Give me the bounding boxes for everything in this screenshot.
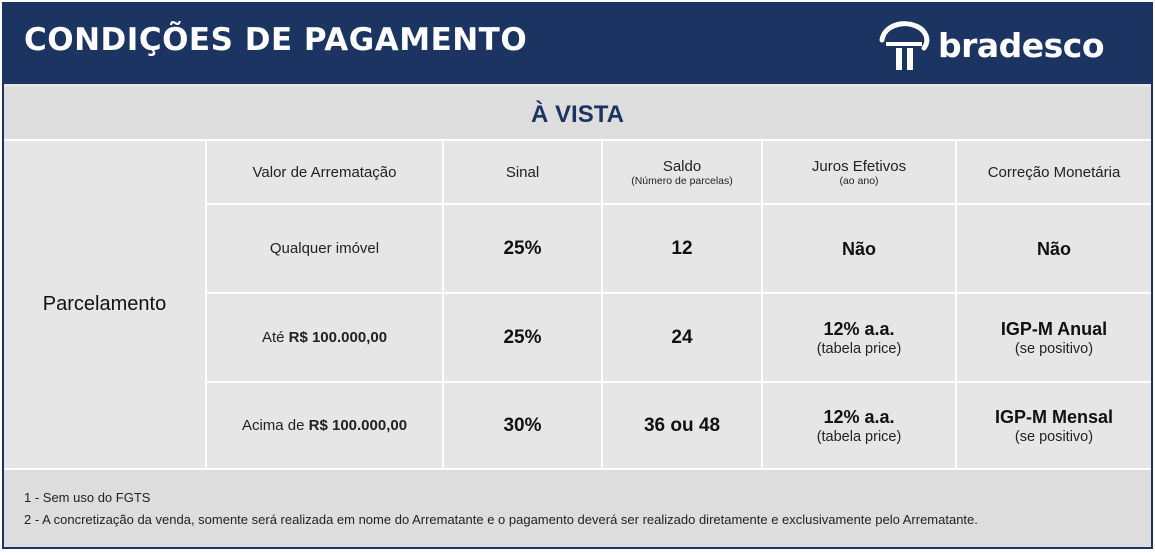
- juros-value: Não: [841, 238, 876, 259]
- footnote: 1 - Sem uso do FGTS: [24, 490, 151, 505]
- table-header-row: [4, 141, 1151, 204]
- footnote: 2 - A concretização da venda, somente será realizada em nome do Arrematante e o pagamento deverá ser realizado diretamente e exclusivamente pelo Arrematante.: [24, 512, 978, 527]
- saldo-cell: 12: [602, 204, 762, 293]
- section-title: À VISTA: [531, 101, 624, 128]
- payment-conditions-card: [2, 2, 1153, 549]
- valor-text: Qualquer imóvel: [269, 240, 380, 257]
- sinal-cell: 25%: [443, 204, 602, 293]
- correcao-note: (se positivo): [1014, 428, 1094, 445]
- bradesco-logo: [876, 18, 1116, 74]
- juros-cell: [762, 204, 956, 293]
- row-group-label: Parcelamento: [42, 293, 167, 315]
- logo-wordmark: bradesco: [938, 26, 1105, 65]
- juros-cell: [762, 382, 956, 469]
- correcao-cell: [956, 204, 1151, 293]
- correcao-value: IGP-M Mensal: [994, 406, 1114, 427]
- column-header-label: Saldo: [662, 157, 702, 175]
- column-header-label: Valor de Arrematação: [252, 163, 397, 181]
- valor-cell: [206, 293, 443, 382]
- sinal-cell: 25%: [443, 293, 602, 382]
- valor-amount: R$ 100.000,00: [308, 417, 408, 434]
- column-header-sublabel: (Número de parcelas): [631, 174, 733, 187]
- column-header: [206, 141, 443, 204]
- saldo-cell: 24: [602, 293, 762, 382]
- juros-value: 12% a.a.: [823, 406, 895, 427]
- footnotes: [4, 468, 1151, 549]
- column-header-label: Sinal: [505, 163, 540, 181]
- saldo-cell: 36 ou 48: [602, 382, 762, 469]
- correcao-value: Não: [1036, 238, 1071, 259]
- valor-amount: R$ 100.000,00: [288, 329, 388, 346]
- correcao-cell: [956, 382, 1151, 469]
- column-header: [443, 141, 602, 204]
- juros-value: 12% a.a.: [823, 318, 895, 339]
- column-header: [602, 141, 762, 204]
- section-band: [4, 87, 1151, 141]
- column-header-label: Correção Monetária: [987, 163, 1121, 181]
- column-header-sublabel: (ao ano): [839, 174, 879, 187]
- juros-note: (tabela price): [816, 340, 902, 357]
- juros-cell: [762, 293, 956, 382]
- column-header: [956, 141, 1151, 204]
- juros-note: (tabela price): [816, 428, 902, 445]
- sinal-cell: 30%: [443, 382, 602, 469]
- valor-cell: [206, 382, 443, 469]
- header-bar: [4, 4, 1151, 84]
- row-group-cell: [4, 141, 206, 469]
- page-title: CONDIÇÕES DE PAGAMENTO: [24, 22, 528, 58]
- valor-prefix: Acima de: [241, 417, 305, 434]
- column-header-label: Juros Efetivos: [811, 157, 907, 175]
- correcao-note: (se positivo): [1014, 340, 1094, 357]
- correcao-value: IGP-M Anual: [1000, 318, 1108, 339]
- payment-table: [4, 141, 1151, 470]
- column-header: [762, 141, 956, 204]
- correcao-cell: [956, 293, 1151, 382]
- valor-prefix: Até: [261, 329, 285, 346]
- bradesco-tree-icon: [876, 18, 936, 74]
- valor-cell: [206, 204, 443, 293]
